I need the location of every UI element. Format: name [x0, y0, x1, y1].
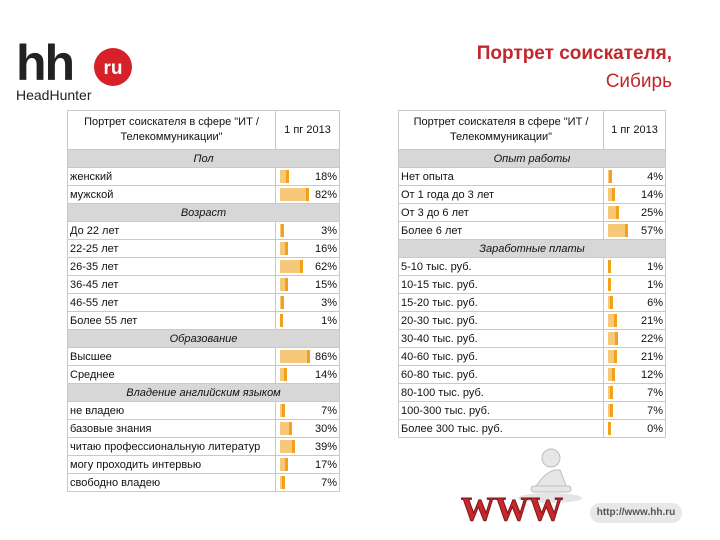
value-bar [608, 332, 618, 345]
row-label: Среднее [68, 366, 276, 384]
section-header-row [399, 240, 666, 258]
row-value-cell [604, 312, 666, 330]
table-row [68, 168, 340, 186]
table-row [399, 276, 666, 294]
table-row [399, 384, 666, 402]
row-value-cell [604, 330, 666, 348]
value-bar [280, 188, 309, 201]
section-header-row [68, 150, 340, 168]
table-row [399, 204, 666, 222]
row-value: 18% [314, 170, 337, 183]
www-illustration [455, 448, 585, 533]
row-label: свободно владею [68, 474, 276, 492]
section-header-row [68, 204, 340, 222]
table-row [399, 366, 666, 384]
www-text: WWW [461, 491, 563, 528]
site-url[interactable]: http://www.hh.ru [590, 503, 682, 523]
figure-body-icon [535, 470, 567, 488]
value-bar [280, 170, 289, 183]
table-row [68, 402, 340, 420]
row-value: 62% [314, 260, 337, 273]
row-value: 22% [640, 332, 663, 345]
row-value: 3% [321, 224, 337, 237]
value-bar [280, 440, 295, 453]
table-row [68, 240, 340, 258]
row-value-cell [604, 168, 666, 186]
row-value-cell [604, 186, 666, 204]
left-stats-table [67, 110, 340, 492]
page-title-line1: Портрет соискателя, [476, 43, 672, 64]
table-row [68, 366, 340, 384]
row-value: 3% [321, 296, 337, 309]
row-value-cell [604, 420, 666, 438]
row-value: 17% [314, 458, 337, 471]
row-value: 1% [647, 260, 663, 273]
row-label: 26-35 лет [68, 258, 276, 276]
page-title-line2: Сибирь [605, 71, 672, 92]
row-value-cell [276, 186, 340, 204]
row-value: 14% [640, 188, 663, 201]
table-row [399, 222, 666, 240]
table-row [68, 276, 340, 294]
row-value: 6% [647, 296, 663, 309]
row-value-cell [604, 366, 666, 384]
value-bar [608, 368, 615, 381]
value-bar [608, 296, 613, 309]
right-stats-table [398, 110, 666, 438]
row-label: 60-80 тыс. руб. [399, 366, 604, 384]
row-label: Более 55 лет [68, 312, 276, 330]
row-value: 12% [640, 368, 663, 381]
table-row [399, 168, 666, 186]
table-header-row [68, 111, 340, 150]
row-value: 1% [647, 278, 663, 291]
row-label: 22-25 лет [68, 240, 276, 258]
section-title: Владение английским языком [68, 384, 340, 402]
row-value: 16% [314, 242, 337, 255]
value-bar [280, 422, 292, 435]
row-value: 21% [640, 350, 663, 363]
value-bar [608, 278, 611, 291]
table-header-label: Портрет соискателя в сфере "ИТ / Телекоммуникации" [399, 111, 604, 150]
row-label: Более 300 тыс. руб. [399, 420, 604, 438]
value-bar [280, 296, 284, 309]
table-row [68, 474, 340, 492]
value-bar [608, 404, 613, 417]
section-header-row [68, 330, 340, 348]
value-bar [280, 224, 284, 237]
table-row [399, 402, 666, 420]
row-value-cell [604, 222, 666, 240]
row-value: 39% [314, 440, 337, 453]
value-bar [280, 368, 287, 381]
row-value: 7% [321, 404, 337, 417]
value-bar [608, 188, 615, 201]
row-value-cell [276, 312, 340, 330]
row-label: 5-10 тыс. руб. [399, 258, 604, 276]
table-header-period: 1 пг 2013 [276, 111, 340, 150]
row-label: 30-40 тыс. руб. [399, 330, 604, 348]
table-row [68, 258, 340, 276]
row-value: 30% [314, 422, 337, 435]
table-row [68, 312, 340, 330]
row-value: 57% [640, 224, 663, 237]
row-label: не владею [68, 402, 276, 420]
row-label: могу проходить интервью [68, 456, 276, 474]
value-bar [608, 206, 619, 219]
table-row [68, 438, 340, 456]
row-value-cell [276, 438, 340, 456]
table-row [399, 330, 666, 348]
headhunter-logo [16, 40, 136, 108]
row-label: 100-300 тыс. руб. [399, 402, 604, 420]
row-label: Высшее [68, 348, 276, 366]
row-label: 36-45 лет [68, 276, 276, 294]
table-row [399, 312, 666, 330]
row-label: 20-30 тыс. руб. [399, 312, 604, 330]
table-header-period: 1 пг 2013 [604, 111, 666, 150]
table-row [399, 348, 666, 366]
section-header-row [399, 150, 666, 168]
row-value: 1% [321, 314, 337, 327]
row-value-cell [276, 258, 340, 276]
table-row [68, 456, 340, 474]
row-value-cell [604, 348, 666, 366]
row-value: 7% [647, 404, 663, 417]
section-title: Пол [68, 150, 340, 168]
row-value-cell [604, 204, 666, 222]
table-row [399, 258, 666, 276]
row-value-cell [604, 294, 666, 312]
row-label: женский [68, 168, 276, 186]
row-value: 21% [640, 314, 663, 327]
row-value: 4% [647, 170, 663, 183]
table-row [399, 294, 666, 312]
row-label: базовые знания [68, 420, 276, 438]
row-value-cell [276, 456, 340, 474]
value-bar [280, 278, 288, 291]
row-value-cell [276, 222, 340, 240]
row-value-cell [276, 420, 340, 438]
value-bar [608, 224, 628, 237]
row-value-cell [276, 240, 340, 258]
row-value: 14% [314, 368, 337, 381]
value-bar [608, 170, 612, 183]
row-label: читаю профессиональную литератур [68, 438, 276, 456]
logo-brand: HeadHunter [16, 87, 92, 103]
row-value-cell [604, 402, 666, 420]
logo-letters: hh [16, 40, 74, 91]
row-value: 82% [314, 188, 337, 201]
row-label: мужской [68, 186, 276, 204]
table-row [399, 186, 666, 204]
row-value: 15% [314, 278, 337, 291]
value-bar [280, 260, 303, 273]
row-value: 86% [314, 350, 337, 363]
value-bar [280, 242, 288, 255]
row-value-cell [276, 294, 340, 312]
value-bar [280, 404, 285, 417]
row-value: 7% [647, 386, 663, 399]
value-bar [280, 476, 285, 489]
value-bar [608, 422, 611, 435]
row-label: Более 6 лет [399, 222, 604, 240]
section-title: Образование [68, 330, 340, 348]
value-bar [608, 350, 617, 363]
logo-badge-text: ru [103, 58, 123, 79]
row-value-cell [276, 402, 340, 420]
value-bar [608, 260, 611, 273]
row-label: 40-60 тыс. руб. [399, 348, 604, 366]
value-bar [280, 458, 288, 471]
row-value-cell [604, 276, 666, 294]
table-row [68, 186, 340, 204]
row-value: 7% [321, 476, 337, 489]
row-label: От 1 года до 3 лет [399, 186, 604, 204]
row-label: 10-15 тыс. руб. [399, 276, 604, 294]
table-header-label: Портрет соискателя в сфере "ИТ / Телекоммуникации" [68, 111, 276, 150]
table-row [68, 294, 340, 312]
table-row [68, 420, 340, 438]
row-value-cell [604, 384, 666, 402]
row-value-cell [276, 366, 340, 384]
value-bar [608, 314, 617, 327]
value-bar [280, 314, 283, 327]
table-row [68, 348, 340, 366]
figure-head-icon [542, 449, 560, 467]
row-value-cell [276, 348, 340, 366]
row-label: 15-20 тыс. руб. [399, 294, 604, 312]
row-label: До 22 лет [68, 222, 276, 240]
section-title: Заработные платы [399, 240, 666, 258]
row-value: 0% [647, 422, 663, 435]
row-value-cell [276, 474, 340, 492]
row-value-cell [276, 276, 340, 294]
section-title: Возраст [68, 204, 340, 222]
row-label: 46-55 лет [68, 294, 276, 312]
value-bar [608, 386, 613, 399]
row-label: 80-100 тыс. руб. [399, 384, 604, 402]
row-value-cell [276, 168, 340, 186]
value-bar [280, 350, 310, 363]
table-header-row [399, 111, 666, 150]
row-label: От 3 до 6 лет [399, 204, 604, 222]
row-value: 25% [640, 206, 663, 219]
row-value-cell [604, 258, 666, 276]
page-title [477, 40, 672, 96]
section-header-row [68, 384, 340, 402]
row-label: Нет опыта [399, 168, 604, 186]
table-row [68, 222, 340, 240]
section-title: Опыт работы [399, 150, 666, 168]
table-row [399, 420, 666, 438]
